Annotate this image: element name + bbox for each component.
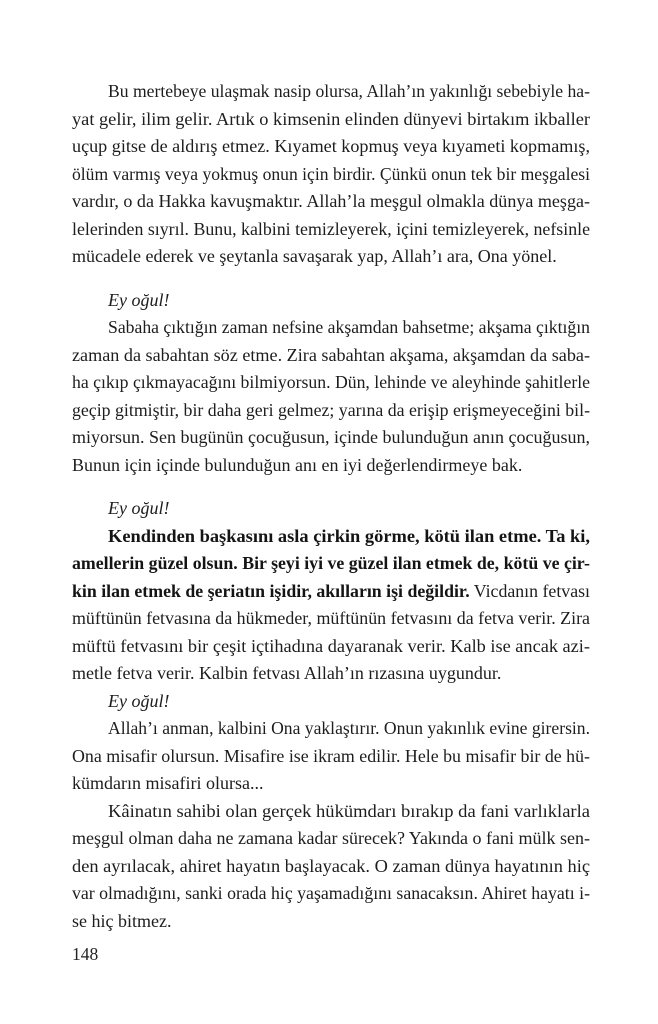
text-line [72, 770, 590, 798]
body-text: Ona misafir olursun. Misafire ise ikram edilir. Hele bu misafir bir de hü- [72, 745, 590, 766]
body-text: müftünün fetvasına da hükmeder, müftünün fetvasını da fetva verir. Zira [72, 608, 590, 628]
paragraph [72, 523, 590, 688]
paragraph [72, 798, 590, 936]
body-text: zaman da sabahtan söz etme. Zira sabahtan akşama, akşamdan da saba- [72, 344, 590, 365]
bold-text: kin ilan etmek de şeriatın işidir, akılların işi değildir. [72, 580, 470, 601]
body-text: ha çıkıp çıkmayacağını bilmiyorsun. Dün, lehinde ve aleyhinde şahitlerle [72, 372, 590, 392]
body-text: kümdarın misafiri olursa... [72, 773, 264, 793]
body-text: metle fetva verir. Kalbin fetvası Allah’ın rızasına uygundur. [72, 663, 502, 683]
text-line [72, 908, 590, 936]
text-line [72, 369, 590, 397]
text-line [72, 342, 590, 370]
body-text: den ayrılacak, ahiret hayatın başlayacak. O zaman dünya hayatının hiç [72, 855, 590, 876]
text-line [72, 825, 590, 853]
text-line [72, 106, 590, 134]
text-line [72, 880, 590, 908]
text-line [72, 243, 590, 271]
text-line [72, 605, 590, 633]
body-text: müftü fetvasını bir çeşit içtihadına dayaranak verir. Kalb ise ancak azi- [72, 635, 590, 656]
body-text: miyorsun. Sen bugünün çocuğusun, içinde bulunduğun anın çocuğusun, [72, 427, 590, 447]
text-line [72, 78, 590, 106]
text-line [72, 743, 590, 771]
paragraph [72, 78, 590, 271]
text-line [72, 578, 590, 606]
body-text: uçup gitse de aldırış etmez. Kıyamet kopmuş veya kıyameti kopmamış, [72, 136, 590, 156]
body-text: mücadele ederek ve şeytanla savaşarak yap, Allah’ı ara, Ona yönel. [72, 246, 557, 266]
body-text: se hiç bitmez. [72, 910, 172, 931]
text-line [72, 853, 590, 881]
text-line [72, 660, 590, 688]
body-text: meşgul olman daha ne zamana kadar sürecek? Yakında o fani mülk sen- [72, 828, 590, 848]
body-text: Vicdanın fetvası [469, 580, 590, 601]
text-block [72, 78, 590, 935]
text-line [72, 523, 590, 551]
body-text: Bu mertebeye ulaşmak nasip olursa, Allah’ın yakınlığı sebebiyle ha- [108, 81, 590, 101]
body-text: Sabaha çıktığın zaman nefsine akşamdan bahsetme; akşama çıktığın [108, 317, 590, 337]
text-line [72, 397, 590, 425]
section-exclamation: Ey oğul! [108, 289, 170, 310]
text-line [72, 633, 590, 661]
text-line [72, 798, 590, 826]
body-text: Kâinatın sahibi olan gerçek hükümdarı bırakıp da fani varlıklarla [108, 800, 590, 821]
text-line [72, 314, 590, 342]
text-line [72, 188, 590, 216]
body-text: vardır, o da Hakka kavuşmaktır. Allah’la meşgul olmakla dünya meşga- [72, 191, 590, 211]
bold-text: amellerin güzel olsun. Bir şeyi iyi ve güzel ilan etmek de, kötü ve çir- [72, 553, 590, 573]
paragraph [72, 715, 590, 798]
text-line [72, 133, 590, 161]
body-text: Bunun için içinde bulunduğun anı en iyi değerlendirmeye bak. [72, 454, 523, 475]
text-line [72, 216, 590, 244]
text-line [72, 424, 590, 452]
body-text: Allah’ı anman, kalbini Ona yaklaştırır. Onun yakınlık evine girersin. [108, 718, 590, 738]
page-number: 148 [72, 944, 99, 964]
body-text: var olmadığını, sanki orada hiç yaşamadığını sanacaksın. Ahiret hayatı i- [72, 883, 590, 903]
bold-text: Kendinden başkasını asla çirkin görme, kötü ilan etme. Ta ki, [108, 525, 590, 546]
section-exclamation: Ey oğul! [108, 690, 170, 711]
paragraph [72, 314, 590, 479]
text-line [72, 161, 590, 189]
body-text: lelerinden sıyrıl. Bunu, kalbini temizleyerek, içini temizleyerek, nefsinle [72, 218, 590, 239]
body-text: yat gelir, ilim gelir. Artık o kimsenin elinden dünyevi birtakım ikballer [72, 108, 590, 129]
body-text: ölüm varmış veya yokmuş onun için birdir. Çünkü onun tek bir meşgalesi [72, 163, 590, 184]
text-line [72, 715, 590, 743]
body-text: geçip gitmiştir, bir daha geri gelmez; yarına da erişip erişmeyeceğini bil- [72, 399, 590, 420]
text-line [72, 550, 590, 578]
text-line [72, 452, 590, 480]
section-exclamation: Ey oğul! [108, 498, 170, 518]
